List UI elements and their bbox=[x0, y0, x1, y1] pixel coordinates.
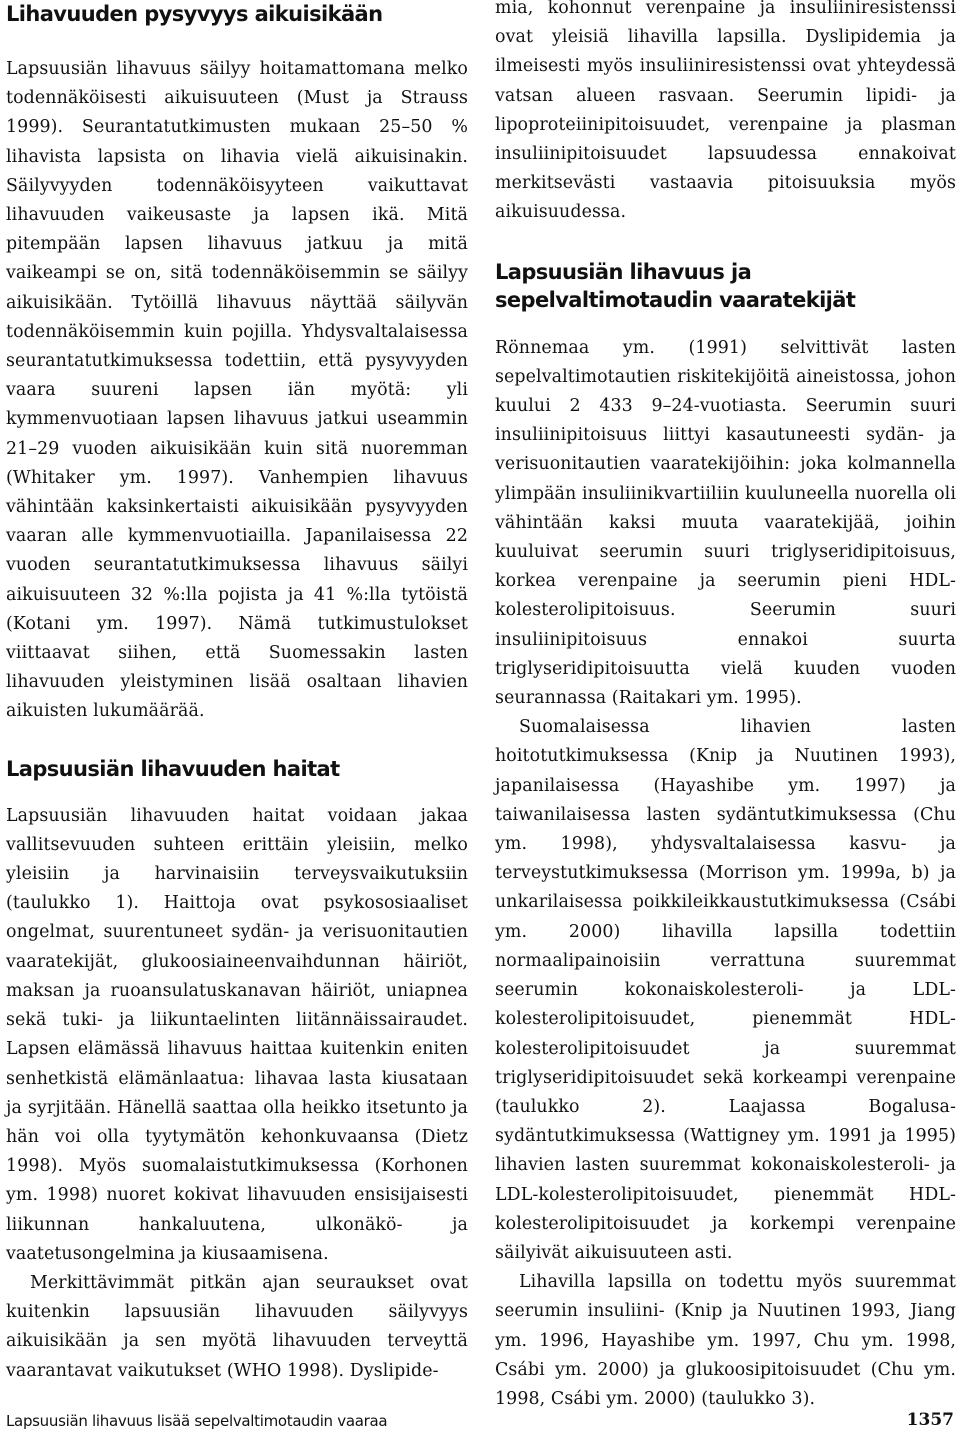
page-footer bbox=[6, 1410, 954, 1434]
paragraph-harms-1: Lapsuusiän lihavuuden haitat voidaan jakaa vallitsevuuden suhteen erittäin yleisiin, melko yleisiin ja harvinaisiin terveysvaikutuksiin (taulukko 1). Haittoja ovat psykososiaaliset ongelmat, suurentuneet sydän- ja verisuonitautien vaaratekijät, glukoosiaineenvaihdunnan häiriöt, maksan ja ruoansulatuskanavan häiriöt, uniapnea sekä tuki- ja liikuntaelinten liitännäissairaudet. Lapsen elämässä lihavuus haittaa kuitenkin eniten senhetkistä elämänlaatua: lihavaa lasta kiusataan ja syrjitään. Hänellä saattaa olla heikko itsetunto ja hän voi olla tyytymätön kehonkuvaansa (Dietz 1998). Myös suomalaistutkimuksessa (Korhonen ym. 1998) nuoret kokivat lihavuuden ensisijaisesti liikunnan hankaluutena, ulkonäkö- ja vaatetusongelmina ja kiusaamisena. bbox=[6, 805, 468, 1264]
heading-line-2: sepelvaltimotaudin vaaratekijät bbox=[495, 287, 856, 312]
left-column bbox=[6, 0, 468, 1386]
heading-line-1: Lapsuusiän lihavuus ja bbox=[495, 259, 752, 284]
paragraph-risk-1: Rönnemaa ym. (1991) selvittivät lasten sepelvaltimotautien riskitekijöitä aineistossa, johon kuului 2 433 9–24-vuotiasta. Seerumin suuri insuliinipitoisuus liittyi kasautuneesti sydän- ja verisuonitautien vaaratekijöihin: joka kolmannella ylimpään insuliinikvartiiliin kuuluneella nuorella oli vähintään kaksi muuta vaaratekijää, joihin kuuluivat seerumin suuri triglyseridipitoisuus, korkea verenpaine ja seerumin pieni HDL-kolesterolipitoisuus. Seerumin suuri insuliinipitoisuus ennakoi suurta triglyseridipitoisuutta vielä kuuden vuoden seurannassa (Raitakari ym. 1995). bbox=[495, 337, 956, 709]
paragraph-harms-2: Merkittävimmät pitkän ajan seuraukset ovat kuitenkin lapsuusiän lihavuuden säilyvyys aikuisikään ja sen myötä lihavuuden terveyttä vaarantavat vaikutukset (WHO 1998). Dyslipide- bbox=[6, 1272, 468, 1381]
paragraph-risk-2: Suomalaisessa lihavien lasten hoitotutkimuksessa (Knip ja Nuutinen 1993), japanilaisessa (Hayashibe ym. 1997) ja taiwanilaisessa lasten sydäntutkimuksessa (Chu ym. 1998), yhdysvaltalaisessa kasvu- ja terveystutkimuksessa (Morrison ym. 1999a, b) ja unkarilaisessa poikkileikkaustutkimuksessa (Csábi ym. 2000) lihavilla lapsilla todettiin normaalipainoisiin verrattuna suuremmat seerumin kokonaiskolesteroli- ja LDL-kolesterolipitoisuudet, pienemmät HDL-kolesterolipitoisuudet ja suuremmat triglyseridipitoisuudet sekä korkeampi verenpaine (taulukko 2). Laajassa Bogalusa-sydäntutkimuksessa (Wattigney ym. 1991 ja 1995) lihavien lasten suuremmat kokonaiskolesteroli- ja LDL-kolesterolipitoisuudet, pienemmät HDL-kolesterolipitoisuudet ja korkempi verenpaine säilyivät aikuisuuteen asti. bbox=[495, 717, 956, 1263]
running-title: Lapsuusiän lihavuus lisää sepelvaltimotaudin vaaraa bbox=[6, 1412, 388, 1430]
paragraph-persistence: Lapsuusiän lihavuus säilyy hoitamattomana melko todennäköisesti aikuisuuteen (Must ja Strauss 1999). Seurantatutkimusten mukaan 25–50 % lihavista lapsista on lihavia vielä aikuisinakin. Säilyvyyden todennäköisyyteen vaikuttavat lihavuuden vaikeusaste ja lapsen ikä. Mitä pitempään lapsen lihavuus jatkuu ja mitä vaikeampi se on, sitä todennäköisemmin se säilyy aikuisikään. Tytöillä lihavuus näyttää säilyvän todennäköisemmin kuin pojilla. Yhdysvaltalaisessa seurantatutkimuksessa todettiin, että pysyvyyden vaara suureni lapsen iän myötä: yli kymmenvuotiaan lapsen lihavuus jatkui useammin 21–29 vuoden aikuisikään kuin sitä nuoremman (Whitaker ym. 1997). Vanhempien lihavuus vähintään kaksinkertaisti aikuisikään pysyvyyden vaaran alle kymmenvuotiailla. Japanilaisessa 22 vuoden seurantatutkimuksessa lihavuus säilyi aikuisuuteen 32 %:lla pojista ja 41 %:lla tytöistä (Kotani ym. 1997). Nämä tutkimustulokset viittaavat siihen, että Suomessakin lasten lihavuuden yleistyminen lisää osaltaan lihavien aikuisten lukumäärää. bbox=[6, 59, 468, 722]
section-heading-persistence: Lihavuuden pysyvyys aikuisikään bbox=[6, 2, 383, 26]
right-column bbox=[495, 0, 956, 1414]
section-heading-harms: Lapsuusiän lihavuuden haitat bbox=[6, 756, 340, 781]
section-heading-risk-factors bbox=[495, 258, 956, 314]
page-number: 1357 bbox=[906, 1410, 954, 1430]
paragraph-continuation: mia, kohonnut verenpaine ja insuliiniresistenssi ovat yleisiä lihavilla lapsilla. Dyslipidemia ja ilmeisesti myös insuliiniresistenssi ovat yhteydessä vatsan alueen rasvaan. Seerumin lipidi- ja lipoproteiinipitoisuudet, verenpaine ja plasman insuliinipitoisuudet lapsuudessa ennakoivat merkitsevästi vastaavia pitoisuuksia myös aikuisuudessa. bbox=[495, 0, 956, 223]
paragraph-risk-3: Lihavilla lapsilla on todettu myös suuremmat seerumin insuliini- (Knip ja Nuutinen 1993, Jiang ym. 1996, Hayashibe ym. 1997, Chu ym. 1998, Csábi ym. 2000) ja glukoosipitoisuudet (Chu ym. 1998, Csábi ym. 2000) (taulukko 3). bbox=[495, 1272, 956, 1409]
